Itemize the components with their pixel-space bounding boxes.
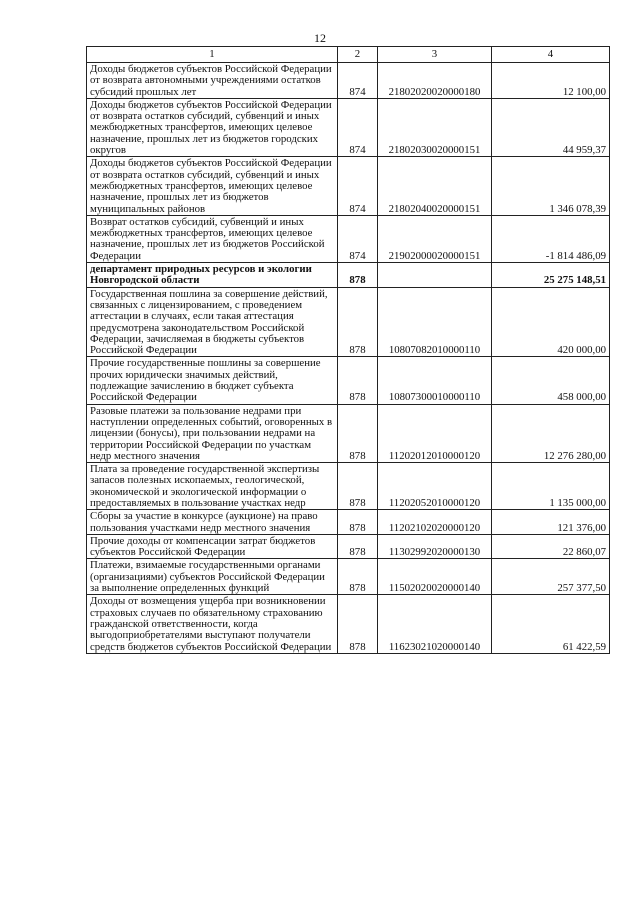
row-budget-classification-code: 11623021020000140 bbox=[378, 595, 492, 653]
row-admin-code: 878 bbox=[338, 357, 378, 404]
row-amount: 44 959,37 bbox=[492, 98, 610, 156]
table-row bbox=[87, 404, 610, 462]
row-description: Возврат остатков субсидий, субвенций и иных межбюджетных трансфертов, имеющих целевое назначение, прошлых лет из бюджетов Российской Федерации bbox=[87, 215, 338, 262]
table-row bbox=[87, 63, 610, 99]
row-amount: 1 346 078,39 bbox=[492, 157, 610, 215]
column-header-1: 1 bbox=[87, 47, 338, 63]
row-budget-classification-code bbox=[378, 263, 492, 288]
row-admin-code: 874 bbox=[338, 215, 378, 262]
table-row bbox=[87, 215, 610, 262]
row-description: Сборы за участие в конкурсе (аукционе) на право пользования участками недр местного значения bbox=[87, 510, 338, 535]
table-row bbox=[87, 559, 610, 595]
row-admin-code: 878 bbox=[338, 263, 378, 288]
row-description: департамент природных ресурсов и экологии Новгородской области bbox=[87, 263, 338, 288]
row-admin-code: 878 bbox=[338, 534, 378, 559]
row-admin-code: 878 bbox=[338, 559, 378, 595]
column-header-2: 2 bbox=[338, 47, 378, 63]
table-row bbox=[87, 357, 610, 404]
row-budget-classification-code: 10807300010000110 bbox=[378, 357, 492, 404]
row-description: Разовые платежи за пользование недрами при наступлении определенных событий, оговоренных в лицензии (бонусы), при пользовании недрами на территории Российской Федерации по участкам недр местного значения bbox=[87, 404, 338, 462]
table-row bbox=[87, 287, 610, 357]
row-description: Доходы бюджетов субъектов Российской Федерации от возврата остатков субсидий, субвенций и иных межбюджетных трансфертов, имеющих целевое назначение, прошлых лет из бюджетов муниципальных районов bbox=[87, 157, 338, 215]
table-row bbox=[87, 510, 610, 535]
row-admin-code: 874 bbox=[338, 157, 378, 215]
row-budget-classification-code: 11202052010000120 bbox=[378, 463, 492, 510]
row-description: Доходы от возмещения ущерба при возникновении страховых случаев по обязательному страхованию гражданской ответственности, когда выгодоприобретателями выступают получатели средств бюджетов субъектов Российской Федерации bbox=[87, 595, 338, 653]
row-amount: 458 000,00 bbox=[492, 357, 610, 404]
row-amount: 12 276 280,00 bbox=[492, 404, 610, 462]
column-header-4: 4 bbox=[492, 47, 610, 63]
row-amount: -1 814 486,09 bbox=[492, 215, 610, 262]
row-admin-code: 878 bbox=[338, 463, 378, 510]
row-description: Государственная пошлина за совершение действий, связанных с лицензированием, с проведением аттестации в случаях, если такая аттестация предусмотрена законодательством Российской Федерации, зачисляемая в бюджеты субъектов Российской Федерации bbox=[87, 287, 338, 357]
row-budget-classification-code: 21902000020000151 bbox=[378, 215, 492, 262]
row-amount: 1 135 000,00 bbox=[492, 463, 610, 510]
row-description: Прочие государственные пошлины за совершение прочих юридически значимых действий, подлежащие зачислению в бюджет субъекта Российской Федерации bbox=[87, 357, 338, 404]
table-header-row bbox=[87, 47, 610, 63]
row-description: Доходы бюджетов субъектов Российской Федерации от возврата остатков субсидий, субвенций и иных межбюджетных трансфертов, имеющих целевое назначение, прошлых лет из бюджетов городских округов bbox=[87, 98, 338, 156]
row-budget-classification-code: 21802040020000151 bbox=[378, 157, 492, 215]
row-budget-classification-code: 11302992020000130 bbox=[378, 534, 492, 559]
table-row bbox=[87, 98, 610, 156]
row-admin-code: 878 bbox=[338, 510, 378, 535]
row-admin-code: 878 bbox=[338, 287, 378, 357]
table-row bbox=[87, 157, 610, 215]
table-row bbox=[87, 263, 610, 288]
row-amount: 61 422,59 bbox=[492, 595, 610, 653]
row-amount: 121 376,00 bbox=[492, 510, 610, 535]
row-admin-code: 874 bbox=[338, 63, 378, 99]
row-budget-classification-code: 11202102020000120 bbox=[378, 510, 492, 535]
page-number: 12 bbox=[314, 31, 326, 45]
table-row bbox=[87, 595, 610, 653]
row-amount: 257 377,50 bbox=[492, 559, 610, 595]
row-amount: 25 275 148,51 bbox=[492, 263, 610, 288]
row-description: Плата за проведение государственной экспертизы запасов полезных ископаемых, геологической, экономической и экологической информации о предоставляемых в пользование участках недр bbox=[87, 463, 338, 510]
row-budget-classification-code: 11202012010000120 bbox=[378, 404, 492, 462]
row-admin-code: 878 bbox=[338, 595, 378, 653]
row-description: Прочие доходы от компенсации затрат бюджетов субъектов Российской Федерации bbox=[87, 534, 338, 559]
row-budget-classification-code: 10807082010000110 bbox=[378, 287, 492, 357]
column-header-3: 3 bbox=[378, 47, 492, 63]
row-admin-code: 878 bbox=[338, 404, 378, 462]
row-amount: 420 000,00 bbox=[492, 287, 610, 357]
table-row bbox=[87, 463, 610, 510]
row-description: Платежи, взимаемые государственными органами (организациями) субъектов Российской Федерации за выполнение определенных функций bbox=[87, 559, 338, 595]
row-budget-classification-code: 21802020020000180 bbox=[378, 63, 492, 99]
row-description: Доходы бюджетов субъектов Российской Федерации от возврата автономными учреждениями остатков субсидий прошлых лет bbox=[87, 63, 338, 99]
row-amount: 12 100,00 bbox=[492, 63, 610, 99]
row-admin-code: 874 bbox=[338, 98, 378, 156]
table-row bbox=[87, 534, 610, 559]
row-budget-classification-code: 21802030020000151 bbox=[378, 98, 492, 156]
row-amount: 22 860,07 bbox=[492, 534, 610, 559]
row-budget-classification-code: 11502020020000140 bbox=[378, 559, 492, 595]
budget-revenue-table bbox=[86, 46, 610, 654]
